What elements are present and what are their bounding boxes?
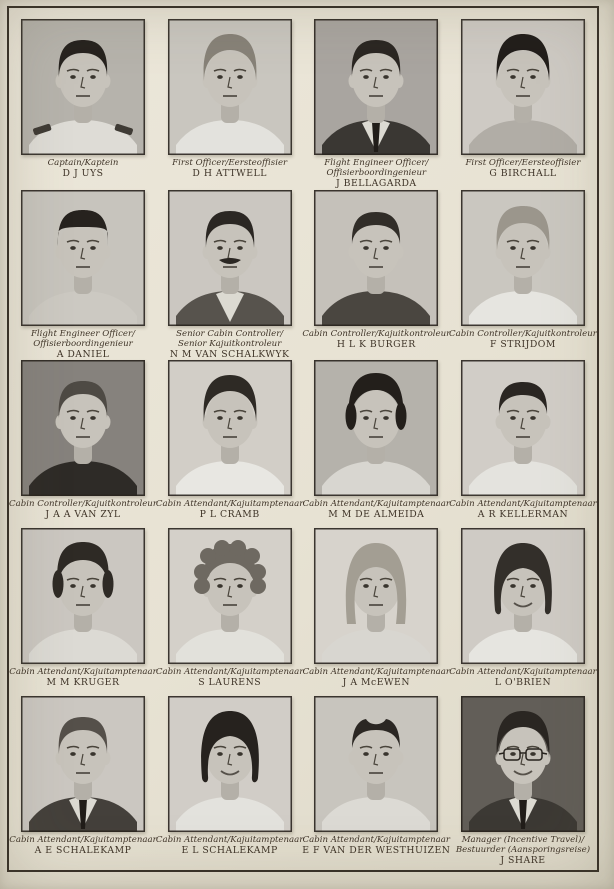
portrait-photo bbox=[314, 360, 438, 496]
role-label: Cabin Controller/Kajuitkontroleur bbox=[449, 328, 597, 339]
crew-cell bbox=[21, 19, 145, 190]
crew-caption bbox=[300, 835, 452, 857]
role-label: Captain/Kaptein bbox=[47, 158, 119, 168]
crew-caption bbox=[7, 329, 159, 361]
crew-caption bbox=[154, 835, 306, 857]
role-label: First Officer/Eersteoffisier bbox=[465, 158, 581, 168]
portrait-photo bbox=[21, 360, 145, 496]
crew-caption bbox=[300, 329, 452, 351]
crew-cell bbox=[314, 19, 438, 190]
portrait-photo bbox=[168, 528, 292, 664]
role-label: Cabin Attendant/Kajuitamptenaar bbox=[155, 499, 304, 509]
portrait-photo bbox=[461, 360, 585, 496]
crew-cell bbox=[449, 190, 597, 361]
crew-name: M M KRUGER bbox=[46, 676, 120, 688]
crew-caption bbox=[154, 329, 306, 361]
crew-name: J SHARE bbox=[500, 854, 546, 866]
crew-caption bbox=[154, 499, 306, 521]
crew-caption bbox=[447, 499, 599, 521]
portrait-photo bbox=[21, 528, 145, 664]
crew-caption bbox=[447, 329, 599, 351]
crew-cell bbox=[168, 19, 292, 190]
role-label: Senior Kajuitkontroleur bbox=[177, 338, 282, 349]
role-label: Cabin Attendant/Kajuitamptenaar bbox=[449, 666, 597, 677]
role-label: Cabin Attendant/Kajuitamptenaar bbox=[9, 666, 157, 677]
crew-name: N M VAN SCHALKWYK bbox=[169, 348, 290, 360]
role-label: Manager (Incentive Travel)/ bbox=[461, 834, 585, 845]
crew-cell bbox=[9, 528, 157, 696]
crew-cell bbox=[155, 360, 304, 528]
role-label: Senior Cabin Controller/ bbox=[176, 328, 284, 339]
role-label: First Officer/Eersteoffisier bbox=[172, 158, 288, 168]
crew-caption bbox=[447, 158, 599, 180]
portrait-photo bbox=[461, 696, 585, 832]
crew-name: A E SCHALEKAMP bbox=[34, 844, 132, 856]
crew-caption bbox=[447, 667, 599, 689]
crew-name: M M DE ALMEIDA bbox=[328, 509, 425, 520]
role-label: Offisierboordingenieur bbox=[33, 338, 133, 349]
crew-caption bbox=[7, 499, 159, 521]
crew-name: J A A VAN ZYL bbox=[45, 509, 121, 520]
crew-caption bbox=[7, 158, 159, 180]
crew-cell bbox=[455, 696, 591, 867]
crew-cell bbox=[168, 190, 292, 361]
crew-name: J A McEWEN bbox=[342, 676, 410, 688]
crew-name: A R KELLERMAN bbox=[477, 509, 569, 520]
role-label: Cabin Attendant/Kajuitamptenaar bbox=[155, 666, 304, 677]
role-label: Cabin Attendant/Kajuitamptenaar bbox=[155, 834, 304, 845]
crew-cell bbox=[449, 360, 597, 528]
crew-caption bbox=[154, 667, 306, 689]
role-label: Cabin Controller/Kajuitkontroleur bbox=[9, 499, 157, 509]
portrait-photo bbox=[21, 190, 145, 326]
crew-cell bbox=[302, 360, 451, 528]
crew-name: G BIRCHALL bbox=[489, 168, 557, 179]
portrait-photo bbox=[314, 190, 438, 326]
portrait-photo bbox=[168, 190, 292, 326]
portrait-photo bbox=[314, 528, 438, 664]
crew-cell bbox=[21, 190, 145, 361]
crew-caption bbox=[300, 158, 452, 190]
crew-name: D H ATTWELL bbox=[192, 168, 267, 179]
role-label: Cabin Attendant/Kajuitamptenaar bbox=[9, 834, 157, 845]
crew-name: E F VAN DER WESTHUIZEN bbox=[302, 844, 451, 856]
portrait-photo bbox=[21, 696, 145, 832]
portrait-photo bbox=[461, 528, 585, 664]
crew-caption bbox=[447, 835, 599, 867]
crew-name: D J UYS bbox=[62, 168, 104, 179]
role-label: Flight Engineer Officer/ bbox=[324, 158, 429, 168]
crew-name: E L SCHALEKAMP bbox=[181, 844, 278, 856]
role-label: Offisierboordingenieur bbox=[326, 168, 427, 178]
crew-cell bbox=[9, 360, 157, 528]
crew-caption bbox=[154, 158, 306, 180]
portrait-photo bbox=[168, 19, 292, 155]
portrait-photo bbox=[461, 19, 585, 155]
crew-grid bbox=[9, 8, 597, 870]
crew-name: F STRIJDOM bbox=[489, 338, 556, 350]
crew-caption bbox=[300, 667, 452, 689]
role-label: Cabin Controller/Kajuitkontroleur bbox=[302, 328, 451, 339]
portrait-photo bbox=[461, 190, 585, 326]
crew-cell bbox=[155, 696, 304, 867]
crew-name: P L CRAMB bbox=[199, 509, 260, 520]
portrait-photo bbox=[168, 696, 292, 832]
portrait-photo bbox=[168, 360, 292, 496]
crew-cell bbox=[155, 528, 304, 696]
crew-name: A DANIEL bbox=[56, 348, 110, 360]
portrait-photo bbox=[21, 19, 145, 155]
crew-cell bbox=[9, 696, 157, 867]
page-border-frame bbox=[7, 6, 599, 872]
crew-caption bbox=[7, 667, 159, 689]
role-label: Cabin Attendant/Kajuitamptenaar bbox=[302, 834, 451, 845]
crew-cell bbox=[449, 528, 597, 696]
portrait-photo bbox=[314, 696, 438, 832]
role-label: Bestuurder (Aansporingsreise) bbox=[455, 844, 591, 855]
crew-cell bbox=[302, 696, 451, 867]
portrait-photo bbox=[314, 19, 438, 155]
crew-cell bbox=[302, 190, 451, 361]
role-label: Cabin Attendant/Kajuitamptenaar bbox=[302, 499, 451, 509]
role-label: Cabin Attendant/Kajuitamptenaar bbox=[302, 666, 451, 677]
crew-cell bbox=[302, 528, 451, 696]
crew-caption bbox=[300, 499, 452, 521]
crew-name: S LAURENS bbox=[198, 676, 262, 688]
crew-cell bbox=[461, 19, 585, 190]
crew-name: H L K BURGER bbox=[336, 338, 416, 350]
crew-caption bbox=[7, 835, 159, 857]
crew-name: L O'BRIEN bbox=[494, 676, 552, 688]
crew-name: J BELLAGARDA bbox=[335, 178, 417, 189]
role-label: Cabin Attendant/Kajuitamptenaar bbox=[449, 499, 597, 509]
role-label: Flight Engineer Officer/ bbox=[30, 328, 136, 339]
